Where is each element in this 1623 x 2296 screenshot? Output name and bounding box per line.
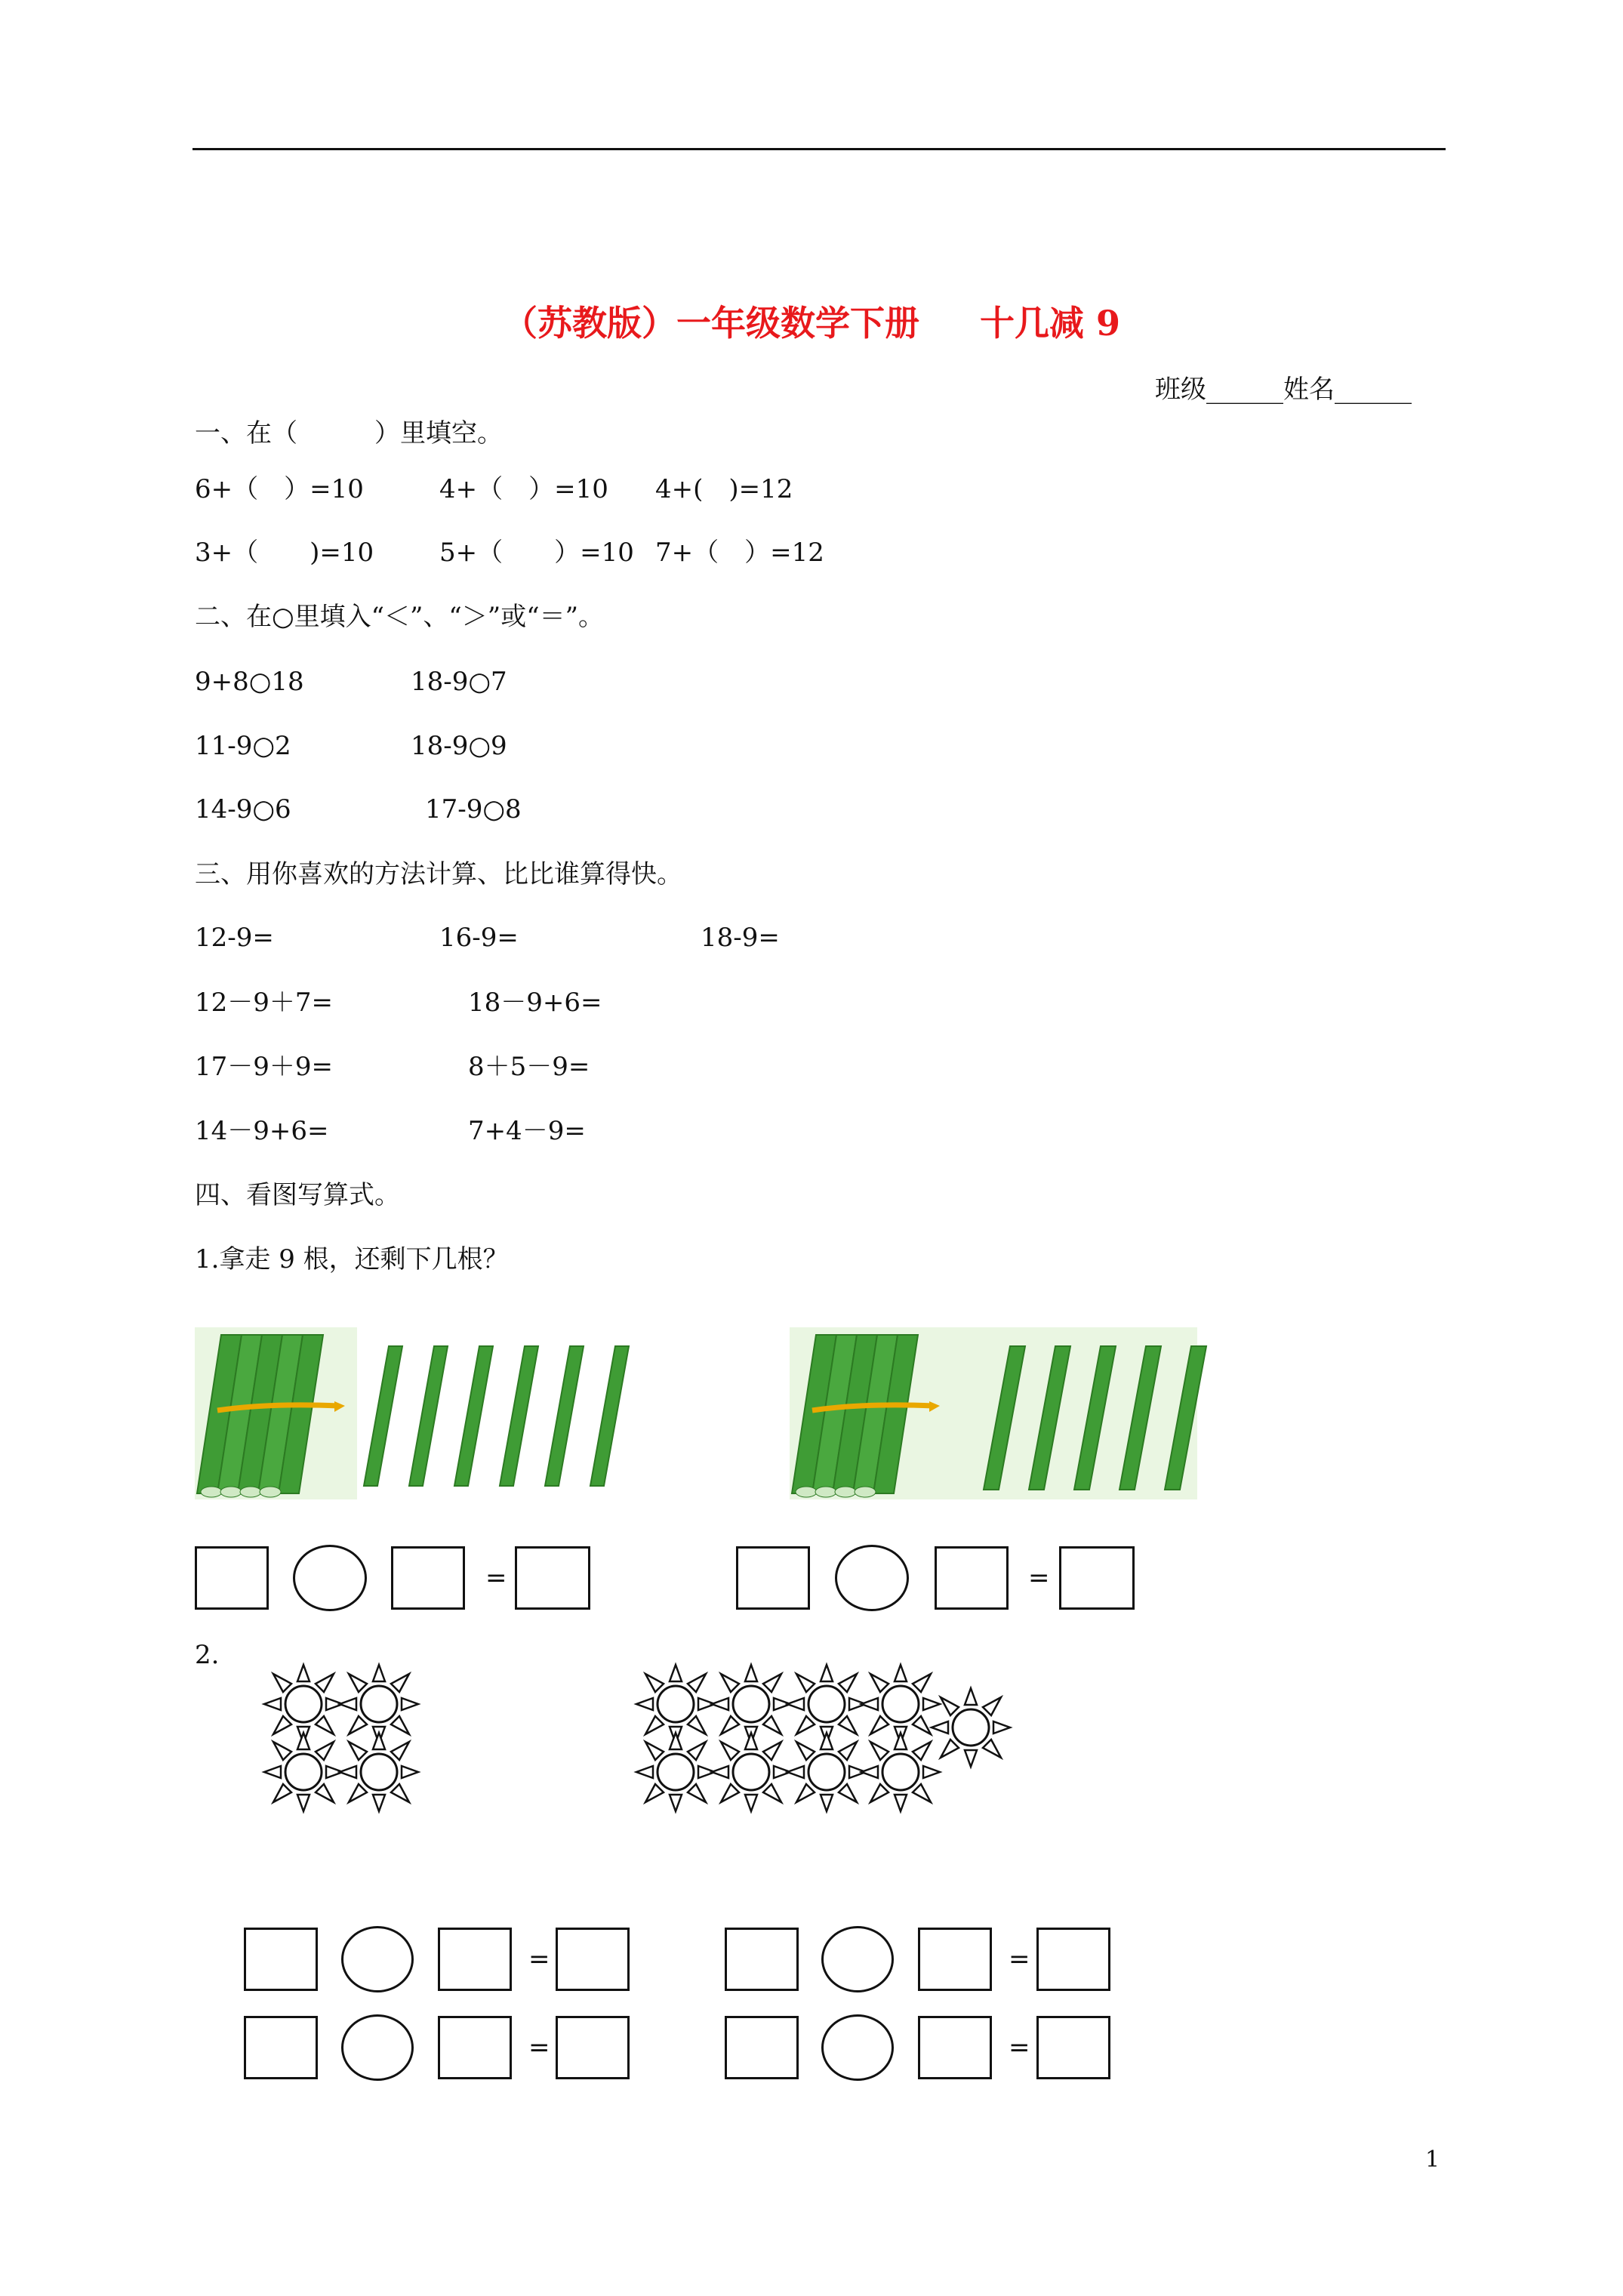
operator-circle[interactable] xyxy=(341,1926,414,1992)
answer-box[interactable] xyxy=(244,2016,318,2079)
title-main: （苏教版）一年级数学下册 xyxy=(502,303,919,344)
sun-icon xyxy=(861,1733,940,1811)
s3-problem[interactable]: 7+4－9= xyxy=(468,1116,586,1146)
answer-box[interactable] xyxy=(244,1928,318,1991)
page-title xyxy=(0,302,1623,344)
operator-circle[interactable] xyxy=(293,1545,367,1611)
loose-stick-icon xyxy=(364,1346,402,1486)
loose-stick-icon xyxy=(500,1346,538,1486)
answer-box[interactable] xyxy=(556,1928,630,1991)
answer-box[interactable] xyxy=(556,2016,630,2079)
loose-stick-icon xyxy=(454,1346,493,1486)
s2-problem[interactable]: 17-9○8 xyxy=(425,794,522,824)
s2-problem[interactable]: 14-9○6 xyxy=(195,794,291,824)
sticks-picture-right xyxy=(790,1327,1212,1501)
equals-sign: = xyxy=(1009,2032,1030,2063)
s3-problem[interactable]: 14－9+6= xyxy=(195,1116,329,1146)
class-blank[interactable]: ______ xyxy=(1206,374,1283,405)
suns-group-right xyxy=(633,1661,1025,1820)
title-topic: 十几减 9 xyxy=(979,303,1121,344)
suns-group-left xyxy=(260,1661,434,1820)
s3-problem[interactable]: 18－9+6= xyxy=(468,988,602,1018)
answer-box[interactable] xyxy=(438,2016,512,2079)
answer-box[interactable] xyxy=(515,1546,590,1610)
equals-sign: = xyxy=(528,1944,550,1974)
s2-problem[interactable]: 9+8○18 xyxy=(195,667,304,697)
s1-problem[interactable]: 3+（ )=10 xyxy=(195,538,374,568)
header-rule xyxy=(192,148,1446,150)
equals-sign: = xyxy=(1009,1944,1030,1974)
answer-box[interactable] xyxy=(195,1546,269,1610)
s1-problem[interactable]: 4+（ ）=10 xyxy=(439,474,608,504)
answer-box[interactable] xyxy=(725,2016,799,2079)
loose-sticks xyxy=(364,1346,629,1486)
sun-icon xyxy=(636,1733,715,1811)
answer-box[interactable] xyxy=(935,1546,1009,1610)
s3-problem[interactable]: 12-9= xyxy=(195,923,274,953)
s3-problem[interactable]: 17－9＋9= xyxy=(195,1052,334,1082)
s3-problem[interactable]: 8＋5－9= xyxy=(468,1052,590,1082)
answer-box[interactable] xyxy=(918,1928,992,1991)
s1-problem[interactable]: 6+（ ）=10 xyxy=(195,474,364,504)
s3-problem[interactable]: 18-9= xyxy=(701,923,780,953)
section3-heading: 三、用你喜欢的方法计算、比比谁算得快。 xyxy=(195,859,682,889)
s2-problem[interactable]: 18-9○7 xyxy=(411,667,507,697)
s2-problem[interactable]: 11-9○2 xyxy=(195,731,291,761)
s1-problem[interactable]: 7+（ ）=12 xyxy=(655,538,824,568)
loose-stick-icon xyxy=(590,1346,629,1486)
operator-circle[interactable] xyxy=(835,1545,909,1611)
section4-heading: 四、看图写算式。 xyxy=(195,1180,400,1210)
s2-problem[interactable]: 18-9○9 xyxy=(411,731,507,761)
name-label: 姓名 xyxy=(1283,374,1335,405)
answer-box[interactable] xyxy=(736,1546,810,1610)
loose-stick-icon xyxy=(409,1346,448,1486)
equals-sign: = xyxy=(528,2032,550,2063)
answer-box[interactable] xyxy=(1036,1928,1110,1991)
name-blank[interactable]: ______ xyxy=(1335,374,1412,405)
section2-heading: 二、在○里填入“＜”、“＞”或“＝”。 xyxy=(195,602,604,632)
student-info xyxy=(1155,374,1412,405)
page-number: 1 xyxy=(1425,2147,1440,2173)
class-label: 班级 xyxy=(1155,374,1206,405)
equals-sign: = xyxy=(485,1563,507,1593)
s1-problem[interactable]: 5+（ ）=10 xyxy=(439,538,634,568)
sticks-picture-left xyxy=(195,1327,648,1501)
sun-icon xyxy=(340,1733,418,1811)
answer-box[interactable] xyxy=(438,1928,512,1991)
answer-box[interactable] xyxy=(918,2016,992,2079)
operator-circle[interactable] xyxy=(821,2014,894,2081)
answer-box[interactable] xyxy=(1036,2016,1110,2079)
section1-heading: 一、在（ ）里填空。 xyxy=(195,418,503,448)
sun-icon xyxy=(932,1688,1010,1767)
answer-box[interactable] xyxy=(391,1546,465,1610)
sun-icon xyxy=(787,1733,866,1811)
equals-sign: = xyxy=(1028,1563,1050,1593)
sun-icon xyxy=(264,1733,343,1811)
sun-icon xyxy=(712,1733,790,1811)
s3-problem[interactable]: 12－9＋7= xyxy=(195,988,334,1018)
operator-circle[interactable] xyxy=(341,2014,414,2081)
answer-box[interactable] xyxy=(725,1928,799,1991)
question-1: 1.拿走 9 根，还剩下几根？ xyxy=(195,1244,509,1274)
s3-problem[interactable]: 16-9= xyxy=(439,923,519,953)
loose-stick-icon xyxy=(545,1346,584,1486)
answer-box[interactable] xyxy=(1059,1546,1135,1610)
s1-problem[interactable]: 4+( )=12 xyxy=(655,474,793,504)
operator-circle[interactable] xyxy=(821,1926,894,1992)
question-2: 2. xyxy=(195,1640,220,1670)
